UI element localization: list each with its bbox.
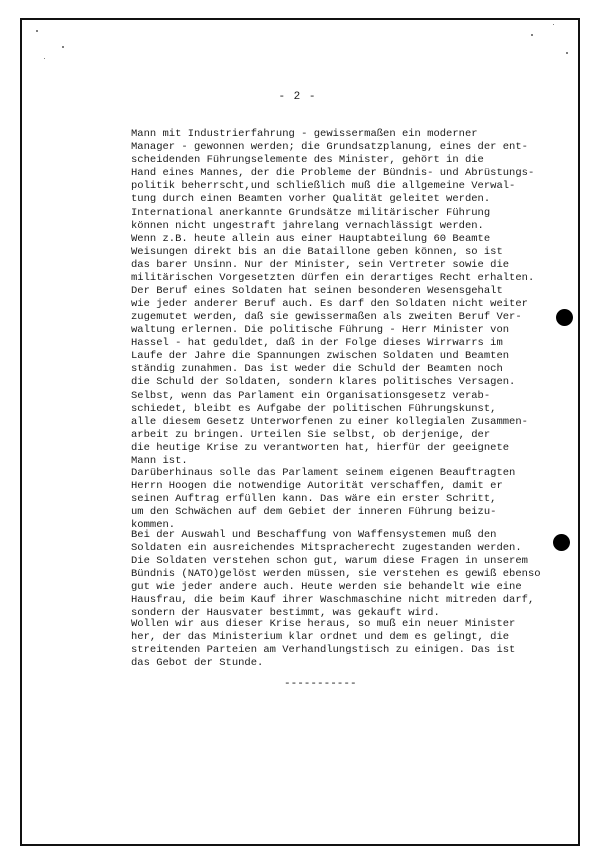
text-line: kommen. <box>131 519 176 531</box>
text-line: tung durch einen Beamten vorher Qualität geleitet werden. <box>131 193 491 205</box>
scan-speck <box>44 58 45 59</box>
text-line: streitenden Parteien am Verhandlungstisch zu einigen. Das ist <box>131 644 516 656</box>
page-number: - 2 - <box>278 91 317 103</box>
text-line: waltung erlernen. Die politische Führung - Herr Minister von <box>131 324 510 336</box>
text-line: seinen Auftrag erfüllen kann. Das wäre ein erster Schritt, <box>131 493 497 505</box>
page-border-left <box>20 18 22 846</box>
paragraph-4 <box>131 467 551 532</box>
scan-speck <box>553 24 554 25</box>
scan-speck <box>36 30 38 32</box>
text-line: Mann mit Industrierfahrung - gewissermaßen ein moderner <box>131 128 478 140</box>
text-line: Darüberhinaus solle das Parlament seinem eigenen Beauftragten <box>131 467 516 479</box>
paragraph-1 <box>131 128 551 206</box>
text-line: zugemutet werden, daß sie gewissermaßen als zweiten Beruf Ver- <box>131 311 522 323</box>
text-line: arbeit zu bringen. Urteilen Sie selbst, ob derjenige, der <box>131 429 491 441</box>
text-line: wie jeder anderer Beruf auch. Es darf den Soldaten nicht weiter <box>131 298 528 310</box>
text-line: Weisungen direkt bis an die Bataillone geben können, so ist <box>131 246 503 258</box>
scan-speck <box>531 34 533 36</box>
page-border-right <box>578 18 580 846</box>
text-line: Laufe der Jahre die Spannungen zwischen Soldaten und Beamten <box>131 350 510 362</box>
scan-speck <box>566 52 568 54</box>
text-line: ständig zunahmen. Das ist weder die Schuld der Beamten noch <box>131 363 503 375</box>
page-border-top <box>20 18 580 20</box>
punch-hole-upper <box>556 309 573 326</box>
text-line: Selbst, wenn das Parlament ein Organisationsgesetz verab- <box>131 390 491 402</box>
text-line: Der Beruf eines Soldaten hat seinen besonderen Wesensgehalt <box>131 285 503 297</box>
text-line: Herrn Hoogen die notwendige Autorität verschaffen, damit er <box>131 480 503 492</box>
text-line: die Schuld der Soldaten, sondern klares politisches Versagen. <box>131 376 516 388</box>
paragraph-2 <box>131 207 551 389</box>
text-line: Die Soldaten verstehen schon gut, warum diese Fragen in unserem <box>131 555 528 567</box>
text-line: sondern der Hausvater bestimmt, was gekauft wird. <box>131 607 440 619</box>
text-line: Manager - gewonnen werden; die Grundsatzplanung, eines der ent- <box>131 141 528 153</box>
text-line: die heutige Krise zu verantworten hat, hierfür der geeignete <box>131 442 510 454</box>
text-line: können nicht ungestraft jahrelang vernachlässigt werden. <box>131 220 484 232</box>
text-line: scheidenden Führungselemente des Minister, gehört in die <box>131 154 484 166</box>
text-line: schiedet, bleibt es Aufgabe der politischen Führungskunst, <box>131 403 497 415</box>
text-line: Soldaten ein ausreichendes Mitspracherecht zugestanden werden. <box>131 542 522 554</box>
text-line: International anerkannte Grundsätze militärischer Führung <box>131 207 491 219</box>
paragraph-3 <box>131 390 551 468</box>
text-line: das Gebot der Stunde. <box>131 657 264 669</box>
text-line: her, der das Ministerium klar ordnet und dem es gelingt, die <box>131 631 510 643</box>
end-separator: ----------- <box>284 678 357 690</box>
paragraph-5 <box>131 529 551 620</box>
text-line: Hassel - hat geduldet, daß in der Folge dieses Wirrwarrs im <box>131 337 503 349</box>
text-line: Bündnis (NATO)gelöst werden müssen, sie verstehen es gewiß ebenso <box>131 568 541 580</box>
text-line: gut wie jeder andere auch. Heute werden sie behandelt wie eine <box>131 581 522 593</box>
text-line: Bei der Auswahl und Beschaffung von Waffensystemen muß den <box>131 529 497 541</box>
text-line: Hausfrau, die beim Kauf ihrer Waschmaschine nicht mitreden darf, <box>131 594 535 606</box>
punch-hole-lower <box>553 534 570 551</box>
text-line: Wollen wir aus dieser Krise heraus, so muß ein neuer Minister <box>131 618 516 630</box>
page-border-bottom <box>20 844 580 846</box>
text-line: Mann ist. <box>131 455 188 467</box>
text-line: politik beherrscht,und schließlich muß die allgemeine Verwal- <box>131 180 516 192</box>
text-line: das barer Unsinn. Nur der Minister, sein Vertreter sowie die <box>131 259 510 271</box>
text-line: alle diesem Gesetz Unterworfenen zu einer kollegialen Zusammen- <box>131 416 528 428</box>
scan-speck <box>62 46 64 48</box>
text-line: Hand eines Mannes, der die Probleme der Bündnis- und Abrüstungs- <box>131 167 535 179</box>
text-line: militärischen Vorgesetzten dürfen ein derartiges Recht erhalten. <box>131 272 535 284</box>
paragraph-6 <box>131 618 551 670</box>
text-line: Wenn z.B. heute allein aus einer Hauptabteilung 60 Beamte <box>131 233 491 245</box>
text-line: um den Schwächen auf dem Gebiet der inneren Führung beizu- <box>131 506 497 518</box>
